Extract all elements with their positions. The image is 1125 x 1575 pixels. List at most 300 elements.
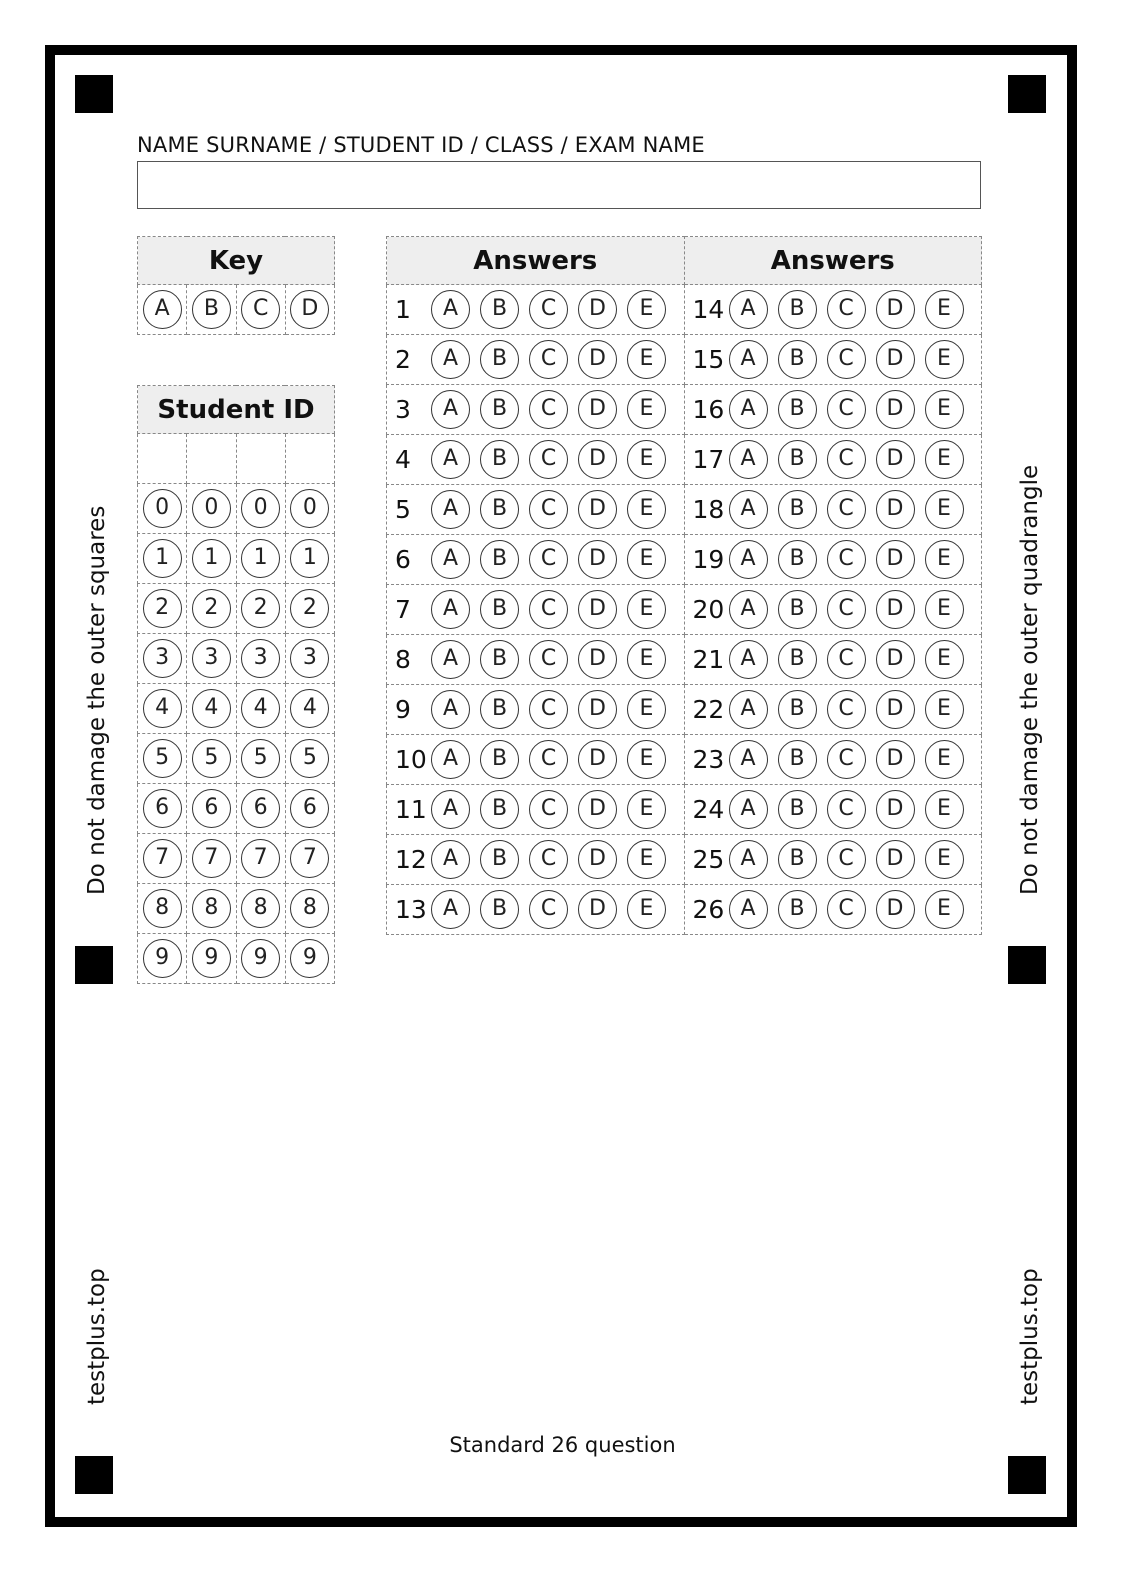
student-id-digit-row bbox=[138, 784, 335, 834]
answer-bubble-a[interactable]: A bbox=[431, 640, 470, 679]
answer-bubble-c[interactable]: C bbox=[529, 590, 568, 629]
student-id-cell bbox=[236, 584, 285, 634]
answer-bubble-a[interactable]: A bbox=[431, 340, 470, 379]
student-id-bubble[interactable]: 0 bbox=[143, 489, 182, 528]
corner-marker-middle-right bbox=[1008, 946, 1046, 984]
student-id-bubble[interactable]: 2 bbox=[290, 589, 329, 628]
answer-bubble-a[interactable]: A bbox=[431, 690, 470, 729]
student-id-bubble[interactable]: 2 bbox=[143, 589, 182, 628]
answer-bubble-e[interactable]: E bbox=[627, 740, 666, 779]
answer-bubble-a[interactable]: A bbox=[729, 290, 768, 329]
answer-bubble-b[interactable]: B bbox=[778, 640, 817, 679]
question-number: 22 bbox=[692, 695, 725, 724]
student-id-cell bbox=[285, 784, 334, 834]
student-id-cell bbox=[236, 484, 285, 534]
answer-bubble-d[interactable]: D bbox=[578, 790, 617, 829]
student-id-bubble[interactable]: 7 bbox=[241, 839, 280, 878]
student-id-cell bbox=[138, 784, 187, 834]
answer-bubble-e[interactable]: E bbox=[925, 390, 964, 429]
student-id-bubble[interactable]: 1 bbox=[290, 539, 329, 578]
key-bubble-c[interactable]: C bbox=[241, 290, 280, 329]
answer-bubble-e[interactable]: E bbox=[627, 590, 666, 629]
answer-bubble-c[interactable]: C bbox=[827, 890, 866, 929]
answer-bubble-d[interactable]: D bbox=[578, 740, 617, 779]
student-id-bubble[interactable]: 4 bbox=[241, 689, 280, 728]
corner-marker-bottom-right bbox=[1008, 1456, 1046, 1494]
student-id-cell bbox=[285, 684, 334, 734]
answer-bubble-c[interactable]: C bbox=[827, 840, 866, 879]
question-number: 15 bbox=[692, 345, 725, 374]
student-id-digit-row bbox=[138, 484, 335, 534]
question-group bbox=[684, 735, 982, 785]
student-id-digit-row bbox=[138, 884, 335, 934]
answer-bubble-e[interactable]: E bbox=[627, 540, 666, 579]
answer-bubble-d[interactable]: D bbox=[876, 540, 915, 579]
answer-bubble-e[interactable]: E bbox=[627, 440, 666, 479]
student-id-bubble[interactable]: 3 bbox=[241, 639, 280, 678]
answer-row bbox=[387, 385, 982, 435]
question-group bbox=[387, 785, 685, 835]
question-number: 11 bbox=[395, 795, 427, 824]
answer-bubble-b[interactable]: B bbox=[480, 790, 519, 829]
question-number: 10 bbox=[395, 745, 427, 774]
student-id-write-box[interactable] bbox=[285, 434, 334, 484]
answer-row bbox=[387, 585, 982, 635]
left-site-text: testplus.top bbox=[84, 1268, 110, 1405]
student-id-title: Student ID bbox=[138, 386, 335, 434]
answer-bubble-c[interactable]: C bbox=[529, 640, 568, 679]
answer-bubble-c[interactable]: C bbox=[827, 740, 866, 779]
answer-bubble-c[interactable]: C bbox=[529, 740, 568, 779]
answer-bubble-c[interactable]: C bbox=[827, 590, 866, 629]
answer-bubble-b[interactable]: B bbox=[778, 340, 817, 379]
answer-bubble-b[interactable]: B bbox=[778, 690, 817, 729]
answer-bubble-a[interactable]: A bbox=[431, 790, 470, 829]
corner-marker-top-right bbox=[1008, 75, 1046, 113]
answer-bubble-a[interactable]: A bbox=[431, 440, 470, 479]
answer-bubble-c[interactable]: C bbox=[827, 540, 866, 579]
student-id-bubble[interactable]: 6 bbox=[192, 789, 231, 828]
answer-bubble-a[interactable]: A bbox=[729, 740, 768, 779]
answer-bubble-e[interactable]: E bbox=[627, 490, 666, 529]
answer-bubble-b[interactable]: B bbox=[480, 840, 519, 879]
student-id-cell bbox=[138, 834, 187, 884]
answer-row bbox=[387, 785, 982, 835]
student-id-cell bbox=[138, 934, 187, 984]
answer-row bbox=[387, 685, 982, 735]
answer-bubble-c[interactable]: C bbox=[827, 440, 866, 479]
answer-bubble-d[interactable]: D bbox=[876, 390, 915, 429]
student-id-bubble[interactable]: 8 bbox=[290, 889, 329, 928]
question-number: 25 bbox=[692, 845, 725, 874]
answer-bubble-c[interactable]: C bbox=[827, 790, 866, 829]
question-group bbox=[387, 385, 685, 435]
question-group bbox=[684, 835, 982, 885]
answer-bubble-b[interactable]: B bbox=[778, 290, 817, 329]
student-id-write-box[interactable] bbox=[138, 434, 187, 484]
student-id-cell bbox=[138, 634, 187, 684]
answer-row bbox=[387, 335, 982, 385]
answer-bubble-d[interactable]: D bbox=[578, 590, 617, 629]
question-group bbox=[387, 885, 685, 935]
question-number: 5 bbox=[395, 495, 411, 524]
answer-bubble-c[interactable]: C bbox=[827, 340, 866, 379]
student-id-bubble[interactable]: 8 bbox=[241, 889, 280, 928]
question-number: 21 bbox=[692, 645, 725, 674]
answer-bubble-b[interactable]: B bbox=[480, 290, 519, 329]
key-bubble-d[interactable]: D bbox=[290, 290, 329, 329]
answer-bubble-d[interactable]: D bbox=[876, 590, 915, 629]
answer-bubble-a[interactable]: A bbox=[729, 690, 768, 729]
answer-row bbox=[387, 835, 982, 885]
student-id-bubble[interactable]: 1 bbox=[192, 539, 231, 578]
answer-bubble-e[interactable]: E bbox=[925, 690, 964, 729]
student-id-bubble[interactable]: 0 bbox=[192, 489, 231, 528]
key-bubble-b[interactable]: B bbox=[192, 290, 231, 329]
question-group bbox=[387, 685, 685, 735]
student-id-bubble[interactable]: 7 bbox=[192, 839, 231, 878]
name-field-label: NAME SURNAME / STUDENT ID / CLASS / EXAM NAME bbox=[137, 133, 705, 157]
question-number: 9 bbox=[395, 695, 411, 724]
answer-bubble-a[interactable]: A bbox=[729, 340, 768, 379]
student-id-digit-row bbox=[138, 534, 335, 584]
student-id-cell bbox=[285, 534, 334, 584]
answer-bubble-c[interactable]: C bbox=[529, 290, 568, 329]
question-number: 4 bbox=[395, 445, 411, 474]
question-group bbox=[387, 735, 685, 785]
student-id-cell bbox=[138, 734, 187, 784]
question-group bbox=[684, 885, 982, 935]
answer-bubble-e[interactable]: E bbox=[925, 790, 964, 829]
answer-bubble-c[interactable]: C bbox=[529, 890, 568, 929]
question-group bbox=[684, 435, 982, 485]
answer-bubble-c[interactable]: C bbox=[827, 390, 866, 429]
answer-bubble-d[interactable]: D bbox=[578, 490, 617, 529]
student-id-bubble[interactable]: 8 bbox=[143, 889, 182, 928]
answer-bubble-e[interactable]: E bbox=[925, 490, 964, 529]
student-id-cell bbox=[187, 534, 236, 584]
answer-bubble-c[interactable]: C bbox=[529, 490, 568, 529]
student-id-cell bbox=[187, 484, 236, 534]
student-id-write-box[interactable] bbox=[236, 434, 285, 484]
student-id-block bbox=[137, 385, 335, 984]
answer-bubble-a[interactable]: A bbox=[431, 490, 470, 529]
student-id-bubble[interactable]: 3 bbox=[290, 639, 329, 678]
answer-bubble-e[interactable]: E bbox=[627, 790, 666, 829]
answer-bubble-c[interactable]: C bbox=[529, 340, 568, 379]
student-id-bubble[interactable]: 1 bbox=[241, 539, 280, 578]
question-group bbox=[684, 685, 982, 735]
answer-bubble-b[interactable]: B bbox=[778, 440, 817, 479]
student-id-cell bbox=[236, 934, 285, 984]
answer-bubble-d[interactable]: D bbox=[578, 340, 617, 379]
student-id-bubble[interactable]: 4 bbox=[192, 689, 231, 728]
answer-bubble-c[interactable]: C bbox=[827, 290, 866, 329]
student-id-cell bbox=[187, 734, 236, 784]
student-id-write-box[interactable] bbox=[187, 434, 236, 484]
question-number: 3 bbox=[395, 395, 411, 424]
student-id-cell bbox=[187, 634, 236, 684]
student-id-bubble[interactable]: 3 bbox=[192, 639, 231, 678]
question-group bbox=[387, 635, 685, 685]
answer-bubble-a[interactable]: A bbox=[431, 840, 470, 879]
student-id-bubble[interactable]: 9 bbox=[290, 939, 329, 978]
student-id-cell bbox=[236, 784, 285, 834]
student-id-cell bbox=[285, 484, 334, 534]
right-site-text: testplus.top bbox=[1017, 1268, 1043, 1405]
answer-bubble-b[interactable]: B bbox=[480, 590, 519, 629]
question-group bbox=[387, 485, 685, 535]
student-id-bubble[interactable]: 8 bbox=[192, 889, 231, 928]
question-group bbox=[387, 435, 685, 485]
answer-bubble-e[interactable]: E bbox=[627, 290, 666, 329]
answer-bubble-b[interactable]: B bbox=[480, 390, 519, 429]
answer-bubble-b[interactable]: B bbox=[778, 890, 817, 929]
answer-bubble-c[interactable]: C bbox=[827, 640, 866, 679]
answer-bubble-a[interactable]: A bbox=[729, 790, 768, 829]
answer-bubble-a[interactable]: A bbox=[729, 440, 768, 479]
student-id-cell bbox=[285, 884, 334, 934]
answer-bubble-a[interactable]: A bbox=[729, 890, 768, 929]
question-group bbox=[387, 835, 685, 885]
answer-bubble-b[interactable]: B bbox=[778, 740, 817, 779]
answer-bubble-b[interactable]: B bbox=[778, 790, 817, 829]
question-group bbox=[387, 335, 685, 385]
corner-marker-middle-left bbox=[75, 946, 113, 984]
student-id-digit-row bbox=[138, 684, 335, 734]
right-warning-text: Do not damage the outer quadrangle bbox=[1017, 464, 1043, 895]
student-id-bubble[interactable]: 4 bbox=[143, 689, 182, 728]
student-id-digit-row bbox=[138, 934, 335, 984]
student-id-cell bbox=[138, 684, 187, 734]
student-id-cell bbox=[236, 884, 285, 934]
student-id-cell bbox=[187, 684, 236, 734]
question-group bbox=[684, 335, 982, 385]
student-id-bubble[interactable]: 9 bbox=[241, 939, 280, 978]
answer-bubble-e[interactable]: E bbox=[627, 690, 666, 729]
answer-bubble-d[interactable]: D bbox=[578, 690, 617, 729]
question-group bbox=[684, 285, 982, 335]
answers-block bbox=[386, 236, 982, 935]
answer-bubble-e[interactable]: E bbox=[925, 640, 964, 679]
answer-bubble-e[interactable]: E bbox=[925, 890, 964, 929]
question-group bbox=[684, 785, 982, 835]
key-bubble-a[interactable]: A bbox=[143, 290, 182, 329]
student-id-cell bbox=[285, 734, 334, 784]
answer-bubble-d[interactable]: D bbox=[578, 890, 617, 929]
student-id-bubble[interactable]: 4 bbox=[290, 689, 329, 728]
answer-bubble-a[interactable]: A bbox=[431, 540, 470, 579]
answer-bubble-d[interactable]: D bbox=[578, 290, 617, 329]
student-id-bubble[interactable]: 9 bbox=[143, 939, 182, 978]
answer-bubble-d[interactable]: D bbox=[876, 640, 915, 679]
answer-bubble-d[interactable]: D bbox=[876, 290, 915, 329]
key-cell bbox=[285, 285, 334, 335]
answer-bubble-e[interactable]: E bbox=[925, 440, 964, 479]
answer-bubble-a[interactable]: A bbox=[431, 590, 470, 629]
answer-bubble-b[interactable]: B bbox=[480, 640, 519, 679]
answer-bubble-b[interactable]: B bbox=[480, 340, 519, 379]
answers-title-right: Answers bbox=[684, 237, 982, 285]
question-number: 7 bbox=[395, 595, 411, 624]
student-id-bubble[interactable]: 2 bbox=[192, 589, 231, 628]
question-number: 2 bbox=[395, 345, 411, 374]
answer-bubble-e[interactable]: E bbox=[925, 740, 964, 779]
answer-bubble-b[interactable]: B bbox=[480, 440, 519, 479]
answer-bubble-b[interactable]: B bbox=[778, 490, 817, 529]
student-id-cell bbox=[187, 784, 236, 834]
footer-text: Standard 26 question bbox=[449, 1433, 676, 1457]
answer-bubble-a[interactable]: A bbox=[729, 540, 768, 579]
answer-bubble-c[interactable]: C bbox=[529, 540, 568, 579]
student-id-bubble[interactable]: 5 bbox=[241, 739, 280, 778]
question-number: 8 bbox=[395, 645, 411, 674]
answer-bubble-d[interactable]: D bbox=[578, 540, 617, 579]
question-number: 20 bbox=[692, 595, 725, 624]
answer-bubble-d[interactable]: D bbox=[578, 640, 617, 679]
student-id-bubble[interactable]: 0 bbox=[290, 489, 329, 528]
student-id-cell bbox=[285, 834, 334, 884]
student-id-cell bbox=[236, 534, 285, 584]
answer-bubble-d[interactable]: D bbox=[876, 740, 915, 779]
question-group bbox=[684, 585, 982, 635]
answer-bubble-e[interactable]: E bbox=[925, 290, 964, 329]
answer-bubble-e[interactable]: E bbox=[627, 640, 666, 679]
student-id-cell bbox=[187, 884, 236, 934]
answer-bubble-b[interactable]: B bbox=[778, 540, 817, 579]
answer-bubble-c[interactable]: C bbox=[529, 440, 568, 479]
answer-bubble-d[interactable]: D bbox=[578, 440, 617, 479]
key-cell bbox=[138, 285, 187, 335]
question-group bbox=[684, 485, 982, 535]
student-id-bubble[interactable]: 5 bbox=[143, 739, 182, 778]
answer-bubble-c[interactable]: C bbox=[529, 690, 568, 729]
student-id-digit-row bbox=[138, 834, 335, 884]
corner-marker-top-left bbox=[75, 75, 113, 113]
answer-bubble-c[interactable]: C bbox=[827, 490, 866, 529]
student-id-cell bbox=[236, 634, 285, 684]
name-input-box[interactable] bbox=[137, 161, 981, 209]
answer-row bbox=[387, 535, 982, 585]
answer-bubble-a[interactable]: A bbox=[729, 640, 768, 679]
student-id-bubble[interactable]: 1 bbox=[143, 539, 182, 578]
student-id-bubble[interactable]: 7 bbox=[143, 839, 182, 878]
question-group bbox=[387, 285, 685, 335]
answer-bubble-e[interactable]: E bbox=[627, 340, 666, 379]
answer-bubble-d[interactable]: D bbox=[876, 690, 915, 729]
student-id-bubble[interactable]: 2 bbox=[241, 589, 280, 628]
student-id-bubble[interactable]: 9 bbox=[192, 939, 231, 978]
student-id-cell bbox=[285, 634, 334, 684]
answer-bubble-e[interactable]: E bbox=[925, 840, 964, 879]
answer-bubble-c[interactable]: C bbox=[529, 790, 568, 829]
answer-bubble-c[interactable]: C bbox=[827, 690, 866, 729]
answer-bubble-a[interactable]: A bbox=[431, 890, 470, 929]
answer-bubble-d[interactable]: D bbox=[876, 490, 915, 529]
answer-bubble-b[interactable]: B bbox=[480, 540, 519, 579]
question-number: 6 bbox=[395, 545, 411, 574]
answer-bubble-e[interactable]: E bbox=[627, 390, 666, 429]
student-id-bubble[interactable]: 6 bbox=[143, 789, 182, 828]
answer-bubble-c[interactable]: C bbox=[529, 390, 568, 429]
answer-bubble-b[interactable]: B bbox=[480, 740, 519, 779]
answer-bubble-a[interactable]: A bbox=[431, 290, 470, 329]
student-id-bubble[interactable]: 6 bbox=[290, 789, 329, 828]
answer-row bbox=[387, 735, 982, 785]
answer-row bbox=[387, 285, 982, 335]
question-group bbox=[684, 385, 982, 435]
answer-bubble-e[interactable]: E bbox=[925, 590, 964, 629]
answer-bubble-a[interactable]: A bbox=[729, 490, 768, 529]
answer-bubble-b[interactable]: B bbox=[480, 890, 519, 929]
question-number: 1 bbox=[395, 295, 411, 324]
question-number: 18 bbox=[692, 495, 725, 524]
answer-bubble-a[interactable]: A bbox=[729, 390, 768, 429]
answer-bubble-d[interactable]: D bbox=[578, 840, 617, 879]
student-id-cell bbox=[236, 684, 285, 734]
answer-bubble-b[interactable]: B bbox=[480, 690, 519, 729]
answer-bubble-b[interactable]: B bbox=[480, 490, 519, 529]
student-id-cell bbox=[187, 934, 236, 984]
answer-row bbox=[387, 435, 982, 485]
answer-bubble-a[interactable]: A bbox=[431, 390, 470, 429]
student-id-cell bbox=[138, 534, 187, 584]
question-number: 12 bbox=[395, 845, 427, 874]
answer-bubble-b[interactable]: B bbox=[778, 390, 817, 429]
answer-row bbox=[387, 885, 982, 935]
student-id-bubble[interactable]: 5 bbox=[192, 739, 231, 778]
answer-bubble-d[interactable]: D bbox=[876, 440, 915, 479]
question-group bbox=[387, 585, 685, 635]
answer-bubble-e[interactable]: E bbox=[627, 840, 666, 879]
question-group bbox=[684, 635, 982, 685]
answer-bubble-c[interactable]: C bbox=[529, 840, 568, 879]
question-number: 24 bbox=[692, 795, 725, 824]
student-id-cell bbox=[285, 584, 334, 634]
answer-bubble-b[interactable]: B bbox=[778, 840, 817, 879]
question-group bbox=[684, 535, 982, 585]
answer-bubble-b[interactable]: B bbox=[778, 590, 817, 629]
question-number: 26 bbox=[692, 895, 725, 924]
answer-bubble-a[interactable]: A bbox=[431, 740, 470, 779]
answer-bubble-e[interactable]: E bbox=[925, 340, 964, 379]
student-id-bubble[interactable]: 0 bbox=[241, 489, 280, 528]
question-group bbox=[387, 535, 685, 585]
answer-bubble-d[interactable]: D bbox=[876, 790, 915, 829]
student-id-cell bbox=[138, 884, 187, 934]
answer-bubble-d[interactable]: D bbox=[876, 890, 915, 929]
student-id-digit-row bbox=[138, 584, 335, 634]
question-number: 19 bbox=[692, 545, 725, 574]
student-id-cell bbox=[236, 734, 285, 784]
student-id-digit-row bbox=[138, 634, 335, 684]
student-id-bubble[interactable]: 7 bbox=[290, 839, 329, 878]
answer-bubble-a[interactable]: A bbox=[729, 590, 768, 629]
answer-bubble-d[interactable]: D bbox=[578, 390, 617, 429]
answer-bubble-a[interactable]: A bbox=[729, 840, 768, 879]
student-id-cell bbox=[285, 934, 334, 984]
student-id-bubble[interactable]: 6 bbox=[241, 789, 280, 828]
answer-bubble-e[interactable]: E bbox=[627, 890, 666, 929]
answer-bubble-d[interactable]: D bbox=[876, 840, 915, 879]
answer-bubble-e[interactable]: E bbox=[925, 540, 964, 579]
student-id-bubble[interactable]: 5 bbox=[290, 739, 329, 778]
question-number: 17 bbox=[692, 445, 725, 474]
answer-bubble-d[interactable]: D bbox=[876, 340, 915, 379]
student-id-bubble[interactable]: 3 bbox=[143, 639, 182, 678]
student-id-cell bbox=[236, 834, 285, 884]
question-number: 23 bbox=[692, 745, 725, 774]
